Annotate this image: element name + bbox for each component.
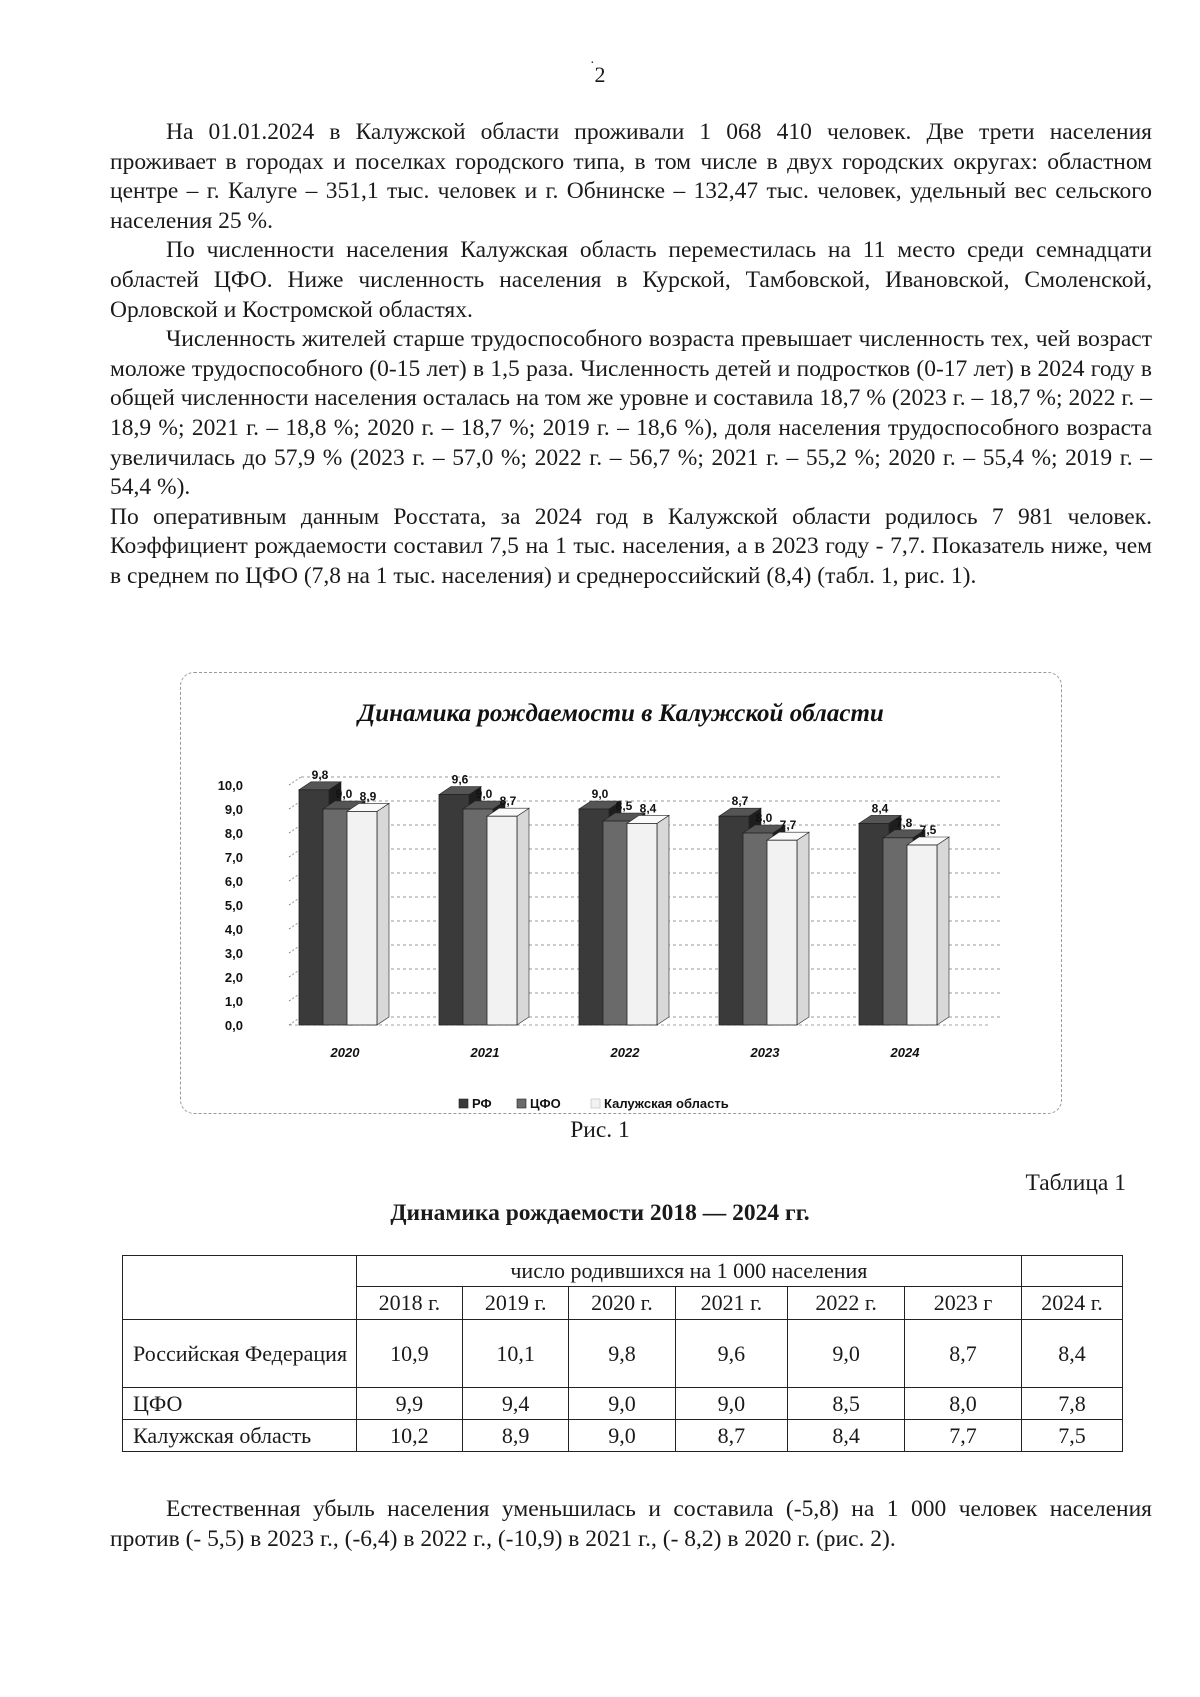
bar-side <box>377 803 389 1025</box>
bar-side <box>937 837 949 1025</box>
y-tick-label: 10,0 <box>217 778 243 793</box>
birth-rate-chart <box>180 672 1062 1114</box>
birth-rate-table <box>122 1255 1123 1452</box>
year-header: 2021 г. <box>675 1287 788 1320</box>
bar-side <box>797 832 809 1025</box>
year-header: 2022 г. <box>788 1287 905 1320</box>
table-cell: 9,9 <box>356 1388 462 1420</box>
data-label: 7,7 <box>779 818 797 833</box>
table-row <box>123 1320 1123 1388</box>
year-header: 2020 г. <box>569 1287 675 1320</box>
data-label: 8,7 <box>731 794 749 809</box>
legend-swatch <box>591 1099 600 1108</box>
year-header: 2019 г. <box>463 1287 569 1320</box>
data-label: 8,4 <box>639 801 657 816</box>
y-tick-label: 6,0 <box>224 874 243 889</box>
table-group-header: число родившихся на 1 000 населения <box>356 1256 1021 1287</box>
y-tick-label: 7,0 <box>224 850 243 865</box>
table-cell: 9,4 <box>463 1388 569 1420</box>
paragraph-natural-decline: Естественная убыль населения уменьшилась и составила (-5,8) на 1 000 человек населения против (- 5,5) в 2023 г., (-6,4) в 2022 г., (-10,9) в 2021 г., (- 8,2) в 2020 г. (рис. 2). <box>110 1496 1152 1552</box>
data-label: 9,0 <box>335 787 353 801</box>
bar-side <box>657 815 669 1025</box>
row-name: Российская Федерация <box>123 1320 357 1388</box>
page-number-text: 2 <box>594 62 606 87</box>
page-number <box>0 56 1200 88</box>
legend-label: ЦФО <box>530 1096 561 1111</box>
data-label: 7,5 <box>919 823 937 837</box>
table-title: Динамика рождаемости 2018 — 2024 гг. <box>390 1200 810 1226</box>
table-cell: 8,7 <box>905 1320 1022 1388</box>
legend-label: Калужская область <box>604 1096 729 1111</box>
scan-dot: · <box>590 56 595 71</box>
chart-canvas <box>181 673 1061 1113</box>
bar <box>487 816 517 1025</box>
table-cell: 8,0 <box>905 1388 1022 1420</box>
table-cell: 10,9 <box>356 1320 462 1388</box>
data-label: 8,9 <box>359 789 377 804</box>
data-label: 8,5 <box>615 799 633 813</box>
x-tick-label: 2023 <box>750 1045 780 1060</box>
paragraph-population: На 01.01.2024 в Калужской области проживали 1 068 410 человек. Две трети населения проживает в городах и поселках городского типа, в том числе в двух городских округах: областном центре – г. Калуге – 351,1 тыс. человек и г. Обнинске – 132,47 тыс. человек, удельный вес сельского населения 25 %. <box>110 119 1152 234</box>
year-header: 2024 г. <box>1022 1287 1123 1320</box>
table-corner-cell <box>123 1256 357 1320</box>
y-tick-label: 8,0 <box>224 826 243 841</box>
table-cell: 7,5 <box>1022 1420 1123 1452</box>
paragraph-age-structure: Численность жителей старше трудоспособного возраста превышает численность тех, чей возраст моложе трудоспособного (0-15 лет) в 1,5 раза. Численность детей и подростков (0-17 лет) в 2024 году в общей численности населения осталась на том же уровне и составила 18,7 % (2023 г. – 18,7 %; 2022 г. – 18,9 %; 2021 г. – 18,8 %; 2020 г. – 18,7 %; 2019 г. – 18,6 %), доля населения трудоспособного возраста увеличилась до 57,9 % (2023 г. – 57,0 %; 2022 г. – 56,7 %; 2021 г. – 55,2 %; 2020 г. – 55,4 %; 2019 г. – 54,4 %). <box>110 326 1152 501</box>
data-label: 9,0 <box>475 787 493 801</box>
figure-caption: Рис. 1 <box>570 1117 630 1143</box>
table-cell: 9,0 <box>788 1320 905 1388</box>
data-label: 8,4 <box>871 801 889 816</box>
y-tick-label: 5,0 <box>224 898 243 913</box>
table-cell: 9,8 <box>569 1320 675 1388</box>
table-cell: 7,8 <box>1022 1388 1123 1420</box>
row-name: Калужская область <box>123 1420 357 1452</box>
table-cell: 8,4 <box>1022 1320 1123 1388</box>
table-cell: 9,0 <box>569 1388 675 1420</box>
legend-swatch <box>459 1099 468 1108</box>
y-tick-label: 4,0 <box>224 922 243 937</box>
y-tick-label: 2,0 <box>224 970 243 985</box>
intro-text <box>110 118 1152 592</box>
table-empty-header <box>1022 1256 1123 1287</box>
closing-text <box>110 1495 1152 1554</box>
bar-side <box>517 808 529 1025</box>
x-tick-label: 2022 <box>610 1045 640 1060</box>
y-tick-label: 0,0 <box>224 1018 243 1033</box>
table-cell: 10,1 <box>463 1320 569 1388</box>
bar <box>627 823 657 1025</box>
data-label: 7,8 <box>895 815 913 830</box>
table-row <box>123 1388 1123 1420</box>
y-tick-label: 9,0 <box>224 802 243 817</box>
table-cell: 8,4 <box>788 1420 905 1452</box>
year-header: 2018 г. <box>356 1287 462 1320</box>
data-label: 8,0 <box>755 811 773 825</box>
legend-swatch <box>517 1099 526 1108</box>
legend-label: РФ <box>472 1096 492 1111</box>
paragraph-ranking: По численности населения Калужская область переместилась на 11 место среди семнадцати областей ЦФО. Ниже численность населения в Курской, Тамбовской, Ивановской, Смоленской, Орловской и Костромской областях. <box>110 237 1152 323</box>
table-cell: 9,6 <box>675 1320 788 1388</box>
chart-title: Динамика рождаемости в Калужской области <box>358 700 884 727</box>
table-cell: 10,2 <box>356 1420 462 1452</box>
row-name: ЦФО <box>123 1388 357 1420</box>
data-label: 9,8 <box>311 767 329 782</box>
x-tick-label: 2020 <box>330 1045 360 1060</box>
table-cell: 8,7 <box>675 1420 788 1452</box>
bar <box>767 840 797 1025</box>
table-cell: 9,0 <box>675 1388 788 1420</box>
bar <box>347 811 377 1025</box>
table-label: Таблица 1 <box>1025 1170 1126 1196</box>
table-cell: 8,5 <box>788 1388 905 1420</box>
table-cell: 8,9 <box>463 1420 569 1452</box>
table-cell: 7,7 <box>905 1420 1022 1452</box>
data-label: 9,6 <box>451 772 469 787</box>
table-cell: 9,0 <box>569 1420 675 1452</box>
data-label: 9,0 <box>591 787 609 801</box>
table-row <box>123 1420 1123 1452</box>
y-tick-label: 3,0 <box>224 946 243 961</box>
gridline-side <box>289 777 301 785</box>
bar <box>907 845 937 1025</box>
paragraph-birth-rate: По оперативным данным Росстата, за 2024 год в Калужской области родилось 7 981 человек. Коэффициент рождаемости составил 7,5 на 1 тыс. населения, а в 2023 году - 7,7. Показатель ниже, чем в среднем по ЦФО (7,8 на 1 тыс. населения) и среднероссийский (8,4) (табл. 1, рис. 1). <box>110 503 1152 589</box>
year-header: 2023 г <box>905 1287 1022 1320</box>
x-tick-label: 2021 <box>470 1045 500 1060</box>
y-tick-label: 1,0 <box>224 994 243 1009</box>
x-tick-label: 2024 <box>890 1045 920 1060</box>
table-header-row <box>123 1256 1123 1287</box>
data-label: 8,7 <box>499 794 517 809</box>
